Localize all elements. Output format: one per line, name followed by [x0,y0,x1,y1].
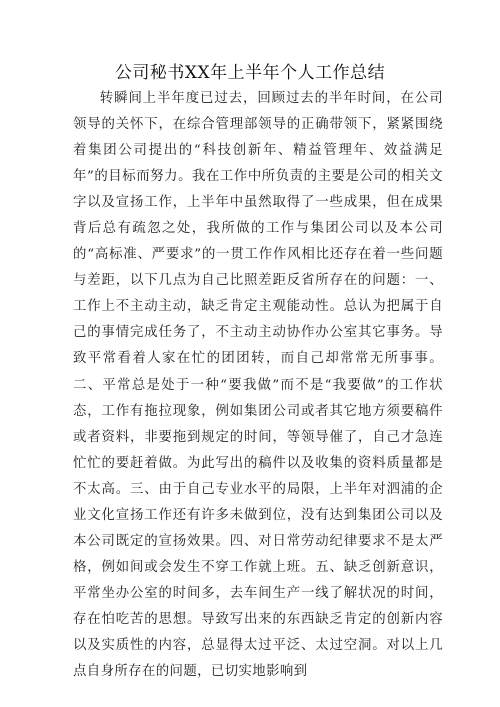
body-paragraph: 转瞬间上半年度已过去，回顾过去的半年时间，在公司领导的关怀下，在综合管理部领导的正确带领下，紧紧围绕着集团公司提出的“科技创新年、精益管理年、效益满足年”的目标而努力。我在工作中所负责的主要是公司的相关文字以及宣扬工作，上半年中虽然取得了一些成果，但在成果背后总有疏忽之处，我所做的工作与集团公司以及本公司的“高标准、严要求”的一贯工作作风相比还存在着一些问题与差距，以下几点为自己比照差距反省所存在的问题：一、工作上不主动主动，缺乏肯定主观能动性。总认为把属于自己的事情完成任务了，不主动主动协作办公室其它事务。导致平常看着人家在忙的团团转，而自己却常常无所事事。二、平常总是处于一种“要我做”而不是“我要做”的工作状态，工作有拖拉现象，例如集团公司或者其它地方须要稿件或者资料，非要拖到规定的时间，等领导催了，自己才急连忙忙的要赶着做。为此写出的稿件以及收集的资料质量都是不太高。三、由于自己专业水平的局限，上半年对泗浦的企业文化宣扬工作还有许多未做到位，没有达到集团公司以及本公司既定的宣扬效果。四、对日常劳动纪律要求不是太严格，例如间或会发生不穿工作就上班。五、缺乏创新意识，平常坐办公室的时间多，去车间生产一线了解状况的时间，存在怕吃苦的思想。导致写出来的东西缺乏肯定的创新内容以及实质性的内容，总显得太过平泛、太过空洞。对以上几点自身所存在的问题，已切实地影响到 [73,91,443,680]
document-title: 公司秘书XX年上半年个人工作总结 [114,63,386,83]
